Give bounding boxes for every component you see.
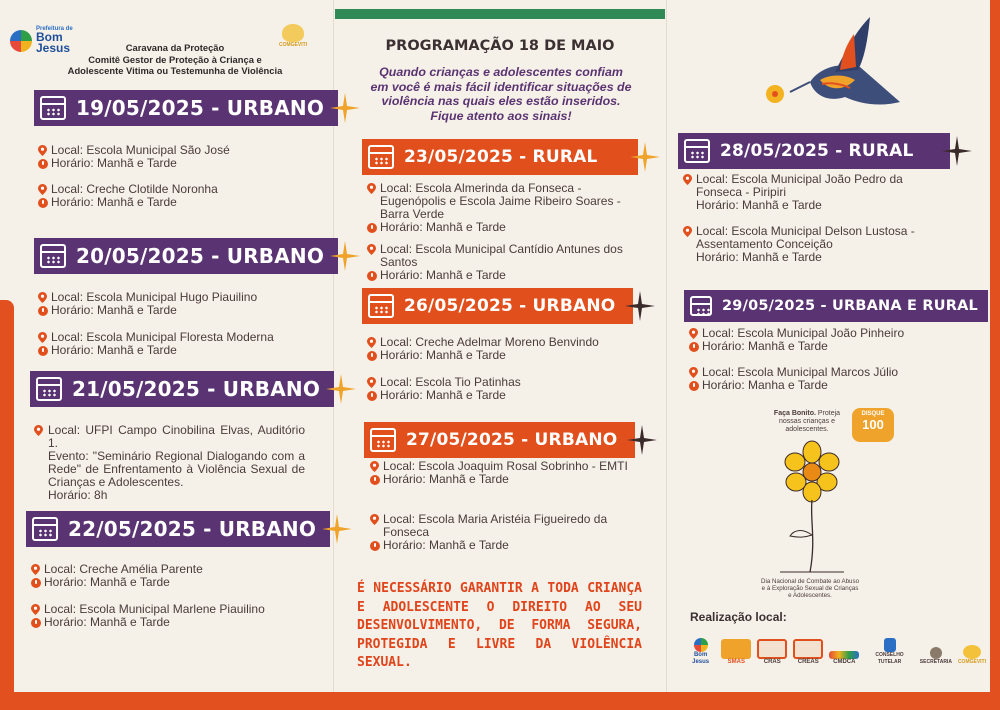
clock-icon [367,271,377,281]
clock-icon [370,475,380,485]
sparkle-icon [324,372,358,406]
date-banner-23-05 [362,139,662,175]
clock-icon [689,381,699,391]
smas-logo [721,639,751,666]
location-pin-icon [367,337,376,348]
entry-horario: Horário: Manhã e Tarde [51,195,177,209]
entry-local: Local: Escola Maria Aristéia Figueiredo da Fonseca [383,512,608,539]
header-line: Adolescente Vitima ou Testemunha de Violência [67,65,283,76]
cmdca-logo [829,651,859,666]
date-banner-28-05 [678,133,974,169]
logo-small-text: Prefeitura de [36,26,73,32]
partner-logos [686,632,986,666]
sparkle-icon [625,423,659,457]
location-pin-icon [367,183,376,194]
comgeviti-logo [278,24,308,54]
comgeviti-logo-mark [282,24,304,42]
logo-name: Bom Jesus [36,30,71,55]
clock-icon [31,618,41,628]
disque-number: 100 [862,417,884,432]
cras-logo [757,639,787,666]
entry-horario: Horário: Manhã e Tarde [702,339,828,353]
entry-horario: Horário: Manhã e Tarde [380,388,506,402]
entry-horario: Horário: Manha e Tarde [702,378,828,392]
clock-icon [367,223,377,233]
sparkle-icon [940,134,974,168]
cras-logo-mark [757,639,787,659]
entry-horario: Horário: Manhã e Tarde [51,343,177,357]
schedule-entry [30,563,300,589]
calendar-icon [368,294,394,318]
entry-horario: Horário: Manhã e Tarde [51,303,177,317]
creas-logo-mark [793,639,823,659]
clock-icon [367,351,377,361]
bom-jesus-small-logo [686,638,715,666]
location-pin-icon [38,184,47,195]
schedule-entry [366,243,628,282]
bom-jesus-logo-mark [10,30,32,52]
clock-icon [367,391,377,401]
fold-line [666,0,667,692]
entry-horario: Horário: Manhã e Tarde [380,348,506,362]
date-banner-label: 19/05/2025 - URBANO [76,96,325,120]
sparkle-icon [623,289,657,323]
entry-horario: Horário: Manhã e Tarde [44,615,170,629]
entry-horario: Horário: Manhã e Tarde [44,575,170,589]
schedule-entry [369,460,631,486]
location-pin-icon [38,145,47,156]
date-banner-27-05 [364,422,659,458]
secretaria-logo-mark [930,647,942,659]
yellow-flower-illustration [772,440,852,580]
smas-logo-mark [721,639,751,659]
location-pin-icon [31,564,40,575]
date-banner-label: 21/05/2025 - URBANO [72,377,321,401]
clock-icon [38,198,48,208]
entry-local: Local: Escola Tio Patinhas [380,375,521,389]
header-line: Comitê Gestor de Proteção à Criança e [88,53,262,65]
date-banner-label: 23/05/2025 - RURAL [404,147,598,167]
top-green-bar [335,9,665,19]
entry-horario: Horário: Manhã e Tarde [380,268,506,282]
cmdca-logo-mark [829,651,859,659]
entry-horario: Horário: Manhã e Tarde [696,198,822,212]
date-banner-21-05 [30,371,358,407]
entry-horario: Horário: Manhã e Tarde [696,250,822,264]
entry-local: Local: Escola Municipal São José [51,143,230,157]
location-pin-icon [367,244,376,255]
location-pin-icon [367,377,376,388]
entry-horario: Horário: Manhã e Tarde [383,472,509,486]
faca-bonito-text [762,410,852,434]
calendar-icon [368,145,394,169]
date-banner-19-05 [34,90,362,126]
clock-icon [38,306,48,316]
schedule-entry [30,603,300,629]
entry-local: Local: Creche Clotilde Noronha [51,182,218,196]
comgeviti-logo-text: COMGEVITI [278,42,308,48]
date-banner-29-05 [684,288,988,324]
program-subtitle: Quando crianças e adolescentes confiam em você é mais fácil identificar situações de violência nas quais eles estão inseridos. Fique atento aos sinais! [370,65,632,123]
partner-logo-label: SECRETARIA [919,659,952,665]
partner-logo-label: COMGEVITI [957,659,986,665]
entry-local: Local: Escola Municipal Cantídio Antunes dos Santos [380,242,623,269]
bom-jesus-small-logo-mark [694,638,708,652]
clock-icon [689,342,699,352]
disque-label: DISQUE [861,411,885,417]
location-pin-icon [689,367,698,378]
partner-logo-label: CMDCA [833,659,856,665]
header-title [60,42,290,77]
sparkle-icon [628,140,662,174]
faca-bonito-rest: Proteja nossas crianças e adolescentes. [778,410,841,433]
calendar-icon [690,296,712,316]
schedule-entry [682,173,944,212]
partner-logo-label: SMAS [727,659,745,665]
schedule-entry [688,366,950,392]
clock-icon [31,578,41,588]
date-banner-label: 29/05/2025 - URBANA E RURAL [722,298,978,314]
location-pin-icon [683,174,692,185]
schedule-entry [366,182,628,234]
date-banner-22-05 [26,511,354,547]
entry-local: Local: Creche Amélia Parente [44,562,203,576]
date-banner-label: 22/05/2025 - URBANO [68,517,317,541]
entry-local: Local: Escola Municipal João Pedro da Fonseca - Piripiri [696,172,903,199]
right-orange-stripe [990,0,1000,692]
entry-local: Local: UFPI Campo Cinobilina Elvas, Auditório 1. [48,423,305,450]
schedule-entry [37,144,297,170]
location-pin-icon [370,514,379,525]
entry-horario: Horário: Manhã e Tarde [51,156,177,170]
bottom-orange-bar [0,692,1000,710]
calendar-icon [40,244,66,268]
location-pin-icon [683,226,692,237]
header-line: Caravana da Proteção [125,42,225,53]
entry-local: Local: Escola Municipal Marcos Júlio [702,365,899,379]
clock-icon [38,346,48,356]
entry-local: Local: Escola Joaquim Rosal Sobrinho - EMTI [383,459,628,473]
date-banner-20-05 [34,238,362,274]
entry-local: Local: Escola Municipal Delson Lustosa - Assentamento Conceição [696,224,915,251]
entry-local: Local: Escola Municipal Marlene Piauilino [44,602,265,616]
entry-horario: Horário: Manhã e Tarde [383,538,509,552]
sparkle-icon [328,91,362,125]
location-pin-icon [38,292,47,303]
partner-logo-label: CREAS [797,659,819,665]
entry-evento: Evento: "Seminário Regional Dialogando com a Rede" de Enfrentamento à Violência Sexual de Crianças e Adolescentes. [48,449,305,489]
entry-local: Local: Escola Municipal Hugo Piauilino [51,290,258,304]
bird-illustration [750,12,910,120]
clock-icon [370,541,380,551]
location-pin-icon [31,604,40,615]
location-pin-icon [34,425,43,436]
calendar-icon [684,139,710,163]
calendar-icon [36,377,62,401]
date-banner-label: 28/05/2025 - RURAL [720,141,914,161]
schedule-entry [37,183,297,209]
left-orange-stripe [0,300,14,692]
calendar-icon [370,428,396,452]
location-pin-icon [38,332,47,343]
disque-100-badge [852,408,894,442]
schedule-entry [366,376,628,402]
partner-logo-label: CRAS [763,659,781,665]
schedule-entry [688,327,950,353]
schedule-entry [366,336,628,362]
clock-icon [38,159,48,169]
date-banner-26-05 [362,288,657,324]
entry-local: Local: Escola Municipal Floresta Moderna [51,330,274,344]
partner-logo-label: Bom Jesus [692,652,710,665]
calendar-icon [32,517,58,541]
entry-horario: Horário: 8h [48,488,108,502]
date-banner-label: 27/05/2025 - URBANO [406,430,618,450]
schedule-entry [369,513,631,552]
location-pin-icon [689,328,698,339]
date-banner-label: 20/05/2025 - URBANO [76,244,325,268]
partner-logo-label: CONSELHO TUTELAR [875,652,904,665]
faca-bonito-bold: Faça Bonito. [773,410,816,417]
realizacao-label: Realização local: [690,610,787,624]
program-title: PROGRAMAÇÃO 18 DE MAIO [385,38,615,54]
date-banner-label: 26/05/2025 - URBANO [404,296,616,316]
sparkle-icon [328,239,362,273]
creas-logo [793,639,823,666]
rights-warning: É NECESSÁRIO GARANTIR A TODA CRIANÇA E ADOLESCENTE O DIREITO AO SEU DESENVOLVIMENTO, DE FORMA SEGURA, PROTEGIDA E LIVRE DA VIOLÊNCIA SEXUAL. [357,581,642,670]
entry-local: Local: Escola Municipal João Pinheiro [702,326,905,340]
calendar-icon [40,96,66,120]
entry-horario: Horário: Manhã e Tarde [380,220,506,234]
dia-nacional-text: Dia Nacional de Combate ao Abuso e à Exploração Sexual de Crianças e Adolescentes. [760,578,860,599]
comgeviti-small-logo-mark [963,645,981,659]
sparkle-icon [320,512,354,546]
schedule-entry [37,291,297,317]
entry-local: Local: Creche Adelmar Moreno Benvindo [380,335,599,349]
schedule-entry [37,331,297,357]
schedule-entry [682,225,944,264]
schedule-entry [33,424,305,502]
conselho-tutelar-logo [865,638,914,666]
secretaria-logo [920,647,952,666]
comgeviti-small-logo [958,645,986,666]
entry-local: Local: Escola Almerinda da Fonseca - Eugenópolis e Escola Jaime Ribeiro Soares - Barra Verde [380,181,621,221]
conselho-tutelar-logo-mark [884,638,896,652]
location-pin-icon [370,461,379,472]
